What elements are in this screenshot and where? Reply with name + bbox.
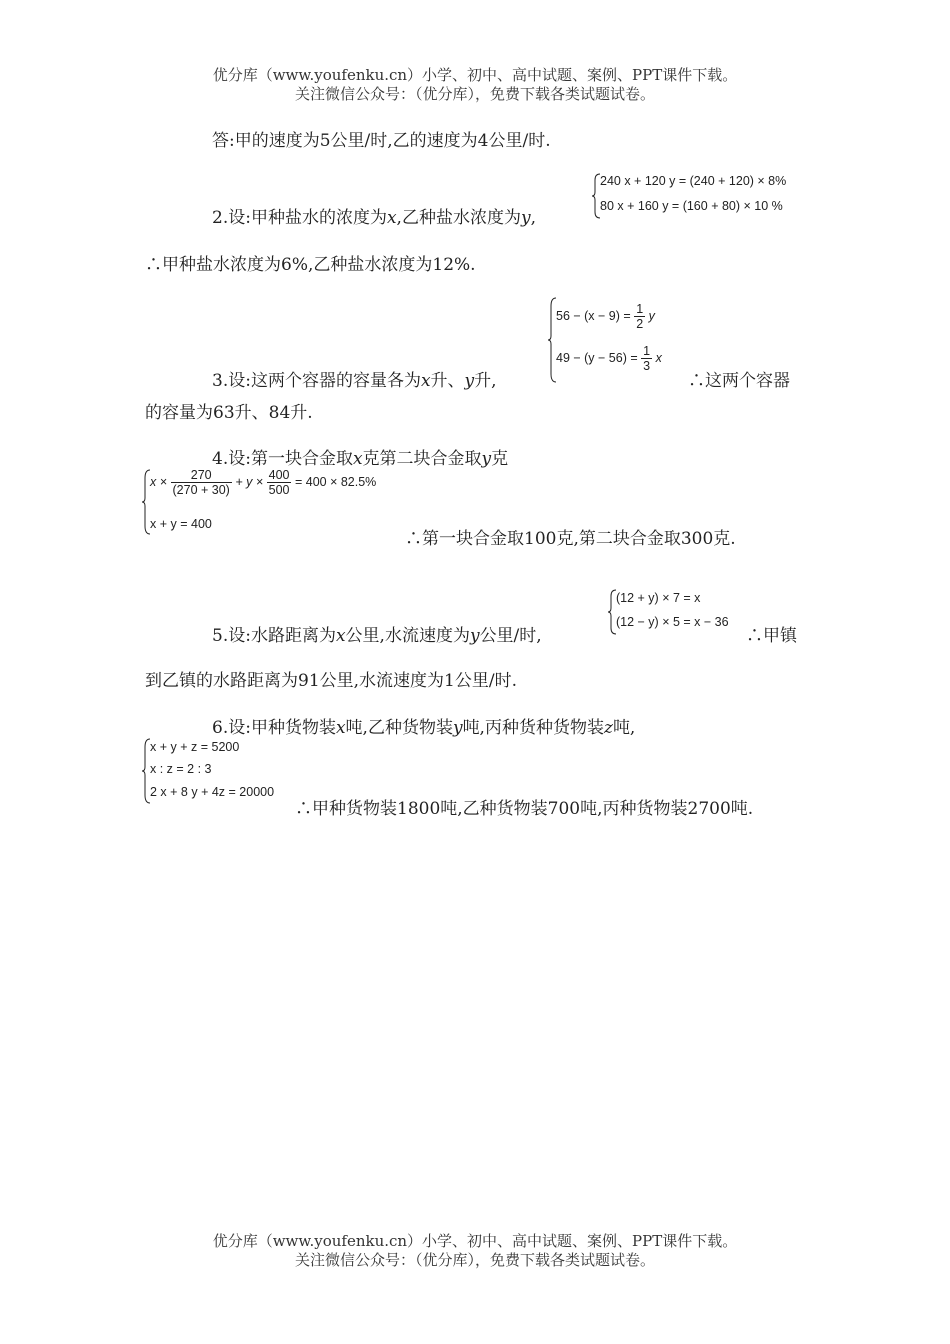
q6-intro-b: 吨,乙种货物装 [345,718,453,738]
q3-eq1-num: 1 [636,302,644,316]
q5-answer-b: 到乙镇的水路距离为91公里,水流速度为1公里/时. [145,671,517,691]
q3-answer-b: 的容量为63升、84升. [145,403,313,423]
q5-intro-b: 公里,水流速度为 [345,626,470,646]
q4-intro-b: 克第二块合金取 [362,449,482,469]
q6-equation-system [142,737,297,805]
q4-eq1-den-2: 500 [268,483,290,497]
footer-line-2: 关注微信公众号：（优分库），免费下载各类试题试卷。 [294,1251,655,1269]
q2-var-x: x [386,208,397,228]
q4-var-x: x [352,449,363,469]
q6-eq-2: x : z = 2 : 3 [150,762,212,776]
q5-eq-2: (12 − y) × 5 = x − 36 [616,615,729,629]
q4-eq1-num-2: 400 [268,468,290,482]
q6-intro [212,713,635,738]
answer-1: 答:甲的速度为5公里/时,乙的速度为4公里/时. [212,131,551,151]
q3-intro [212,366,497,391]
q3-eq2-left: 49 − (y − 56) = [556,350,638,365]
q5-answer-a: ∴甲镇 [746,626,797,646]
q4-eq1-right: = 400 × 82.5% [294,474,377,489]
q4-intro-c: 克 [491,449,509,469]
q3-eq-2 [556,344,662,373]
q4-answer: ∴第一块合金取100克,第二块合金取300克. [405,529,736,549]
q2-answer: ∴甲种盐水浓度为6%,乙种盐水浓度为12%. [145,255,476,275]
q6-intro-d: 吨, [612,718,636,738]
footer-line-1: 优分库（www.youfenku.cn）小学、初中、高中试题、案例、PPT课件下载。 [212,1232,738,1250]
q4-eq-2: x + y = 400 [150,517,212,531]
q4-eq1-fraction-1 [171,468,232,497]
q4-var-y: y [481,449,492,469]
q3-eq1-fraction [634,302,645,331]
q5-eq-1: (12 + y) × 7 = x [616,591,701,605]
q4-eq1-mid: + y × [235,474,264,489]
q2-intro [212,203,536,228]
q5-equation-system [608,588,748,636]
q2-intro-c: , [530,208,536,228]
q2-eq-2: 80 x + 160 y = (160 + 80) × 10 % [600,199,783,213]
q4-eq1-fraction-2 [267,468,292,497]
q3-intro-b: 升、 [430,371,465,391]
header-line-1: 优分库（www.youfenku.cn）小学、初中、高中试题、案例、PPT课件下载。 [212,66,738,84]
header-line-2: 关注微信公众号：（优分库），免费下载各类试题试卷。 [294,85,655,103]
q2-equation-system [592,172,807,220]
q6-intro-a: 6.设:甲种货物装 [212,718,336,738]
q6-var-y: y [452,718,463,738]
q5-var-x: x [335,626,346,646]
q5-intro-c: 公里/时, [479,626,542,646]
q3-intro-a: 3.设:这两个容器的容量各为 [212,371,421,391]
q6-var-z: z [603,718,613,738]
q6-eq-3: 2 x + 8 y + 4z = 20000 [150,785,275,799]
q3-var-x: x [420,371,431,391]
q3-eq-1 [556,302,655,331]
q5-intro [212,621,542,646]
q6-eq-1: x + y + z = 5200 [150,740,240,754]
q4-eq1-den-1: (270 + 30) [172,483,230,497]
q3-eq2-right: x [655,350,662,365]
q2-intro-b: ,乙种盐水浓度为 [396,208,521,228]
q3-var-y: y [464,371,475,391]
q4-eq1-x: x × [150,474,168,489]
q2-intro-a: 2.设:甲种盐水的浓度为 [212,208,387,228]
q6-intro-c: 吨,丙种货种货物装 [462,718,604,738]
q2-var-y: y [520,208,531,228]
q4-eq-1 [150,468,376,497]
q4-intro-a: 4.设:第一块合金取 [212,449,353,469]
q3-eq2-fraction [641,344,652,373]
q4-eq1-num-1: 270 [171,468,232,483]
q6-var-x: x [335,718,346,738]
q3-eq2-den: 3 [643,359,651,373]
q3-intro-c: 升, [474,371,497,391]
q2-eq-1: 240 x + 120 y = (240 + 120) × 8% [600,174,787,188]
q4-equation-system [142,468,407,536]
q3-eq1-left: 56 − (x − 9) = [556,308,631,323]
q3-eq1-den: 2 [636,317,644,331]
q4-intro [212,444,508,469]
q3-eq1-right: y [648,308,655,323]
q5-intro-a: 5.设:水路距离为 [212,626,336,646]
q3-answer-a: ∴这两个容器 [688,371,790,391]
q3-eq2-num: 1 [643,344,651,358]
q5-var-y: y [469,626,480,646]
q6-answer: ∴甲种货物装1800吨,乙种货物装700吨,丙种货物装2700吨. [295,799,754,819]
q3-equation-system [548,296,688,384]
